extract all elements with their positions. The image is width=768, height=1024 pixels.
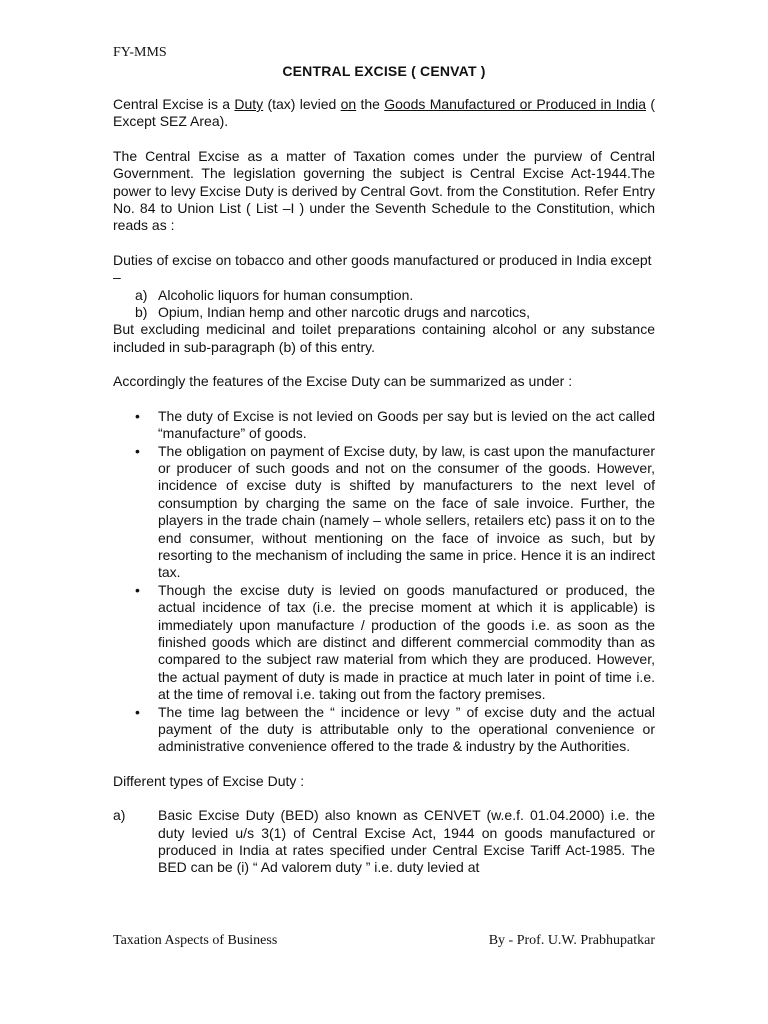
- intro-text-1: Central Excise is a: [113, 96, 235, 112]
- list-item: [113, 287, 655, 304]
- list-marker: a): [113, 807, 126, 824]
- list-item: [113, 807, 655, 877]
- footer-author: By - Prof. U.W. Prabhupatkar: [488, 933, 655, 948]
- intro-text-3: the: [356, 96, 385, 112]
- entry-lead: Duties of excise on tobacco and other goods manufactured or produced in India except –: [113, 251, 652, 286]
- page-title: CENTRAL EXCISE ( CENVAT ): [282, 63, 486, 79]
- purview-paragraph: The Central Excise as a matter of Taxation comes under the purview of Central Government. The legislation governing the subject is Central Excise Act-1944.The power to levy Excise Duty is derived by Central Govt. from the Constitution. Refer Entry No. 84 to Union List ( List –I ) under the Seventh Schedule to the Constitution, which reads as :: [113, 147, 655, 234]
- list-item-text: Alcoholic liquors for human consumption.: [158, 286, 414, 303]
- list-item-text: Opium, Indian hemp and other narcotic drugs and narcotics,: [158, 304, 530, 321]
- list-item: [113, 304, 655, 321]
- intro-underline-goods: Goods Manufactured or Produced in India: [384, 96, 647, 112]
- list-item: • The obligation on payment of Excise duty, by law, is cast upon the manufacturer or producer of such goods and not on the consumer of the goods. However, incidence of excise duty is shifted by manufacturers to the next level of consumption by charging the same on the face of sale invoice. Further, the players in the trade chain (namely – whole sellers, retailers etc) pass it on to the end consumer, without mentioning on the face of invoice as such, but by resorting to the mechanism of including the same in price. Hence it is an indirect tax.: [113, 443, 655, 582]
- document-body: [113, 96, 655, 877]
- features-lead: Accordingly the features of the Excise Duty can be summarized as under :: [113, 373, 573, 390]
- entry-tail: But excluding medicinal and toilet preparations containing alcohol or any substance included in sub-paragraph (b) of this entry.: [113, 321, 655, 355]
- types-list: [113, 807, 655, 877]
- list-marker: b): [135, 304, 148, 321]
- types-heading: Different types of Excise Duty :: [113, 772, 305, 789]
- list-item-text: Basic Excise Duty (BED) also known as CENVET (w.e.f. 01.04.2000) i.e. the duty levied u/s 3(1) of Central Excise Act, 1944 on goods manufactured or produced in India at rates specified under Central Excise Tariff Act-1985. The BED can be (i) “ Ad valorem duty ” i.e. duty levied at: [158, 807, 655, 876]
- intro-text-4: ( Except SEZ Area).: [113, 96, 656, 130]
- page-footer: [113, 933, 655, 949]
- intro-text-2: (tax) levied: [263, 96, 341, 112]
- features-list: [113, 408, 655, 756]
- list-item: • The time lag between the “ incidence or levy ” of excise duty and the actual payment of the duty is attributable only to the operational convenience or administrative convenience offered to the trade & industry by the Authorities.: [113, 704, 655, 756]
- list-item: • Though the excise duty is levied on goods manufactured or produced, the actual incidence of tax (i.e. the precise moment at which it is applicable) is immediately upon manufacture / production of the goods i.e. as soon as the finished goods which are distinct and different commercial commodity than as compared to the subject raw material from which they are produced. However, the actual payment of duty is made in practice at much later in point of time i.e. at the time of removal i.e. taking out from the factory premises.: [113, 582, 655, 704]
- course-code: FY-MMS: [113, 45, 167, 60]
- intro-underline-on: on: [340, 96, 357, 112]
- footer-course: Taxation Aspects of Business: [113, 933, 278, 948]
- list-marker: a): [135, 286, 148, 303]
- exception-list: [113, 287, 655, 322]
- constitution-entry: [113, 252, 655, 356]
- intro-paragraph: [113, 96, 655, 131]
- intro-underline-duty: Duty: [234, 96, 264, 112]
- list-item: • The duty of Excise is not levied on Goods per say but is levied on the act called “manufacture” of goods.: [113, 408, 655, 443]
